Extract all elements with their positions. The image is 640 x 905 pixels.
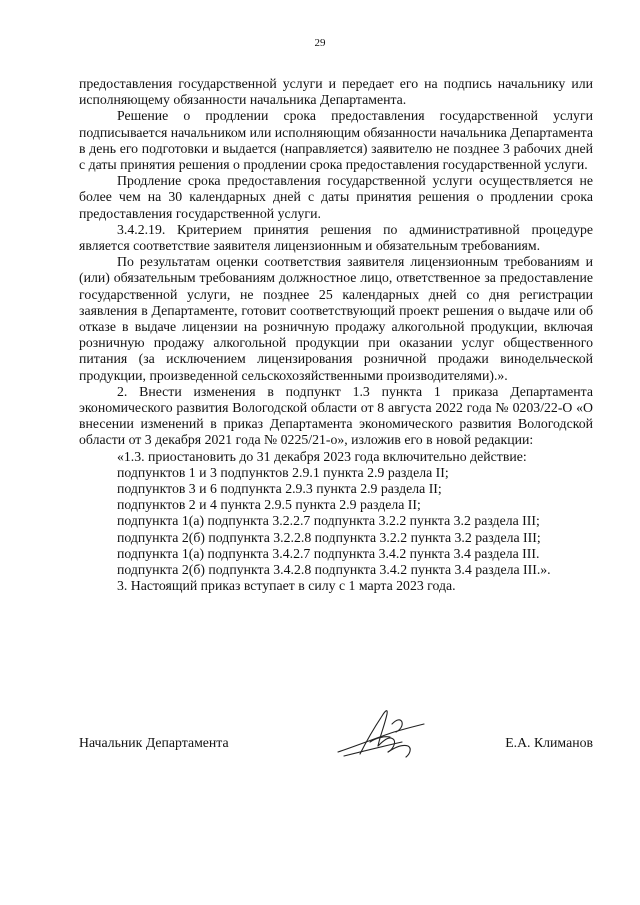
signatory-name: Е.А. Климанов xyxy=(505,735,593,750)
list-item: 3. Настоящий приказ вступает в силу с 1 марта 2023 года. xyxy=(117,578,456,594)
paragraph: По результатам оценки соответствия заявителя лицензионным требованиям и (или) обязательным требованиям должностное лицо, ответственное за предоставление государственной услуги, не позднее 25 календарных дней со дня регистрации заявления в Департаменте, готовит соответствующий проект решения о выдаче или об отказе в выдаче лицензии на розничную продажу алкогольной продукции, включая розничную продажу алкогольной продукции при оказании услуг общественного питания (за исключением лицензирования розничной продажи винодельческой продукции, произведенной сельскохозяйственными производителями).». xyxy=(79,254,593,383)
list-item: подпункта 1(а) подпункта 3.2.2.7 подпункта 3.2.2 пункта 3.2 раздела III; xyxy=(117,513,540,529)
list-item: подпункта 1(а) подпункта 3.4.2.7 подпункта 3.4.2 пункта 3.4 раздела III. xyxy=(117,545,540,561)
list-item: подпунктов 1 и 3 подпунктов 2.9.1 пункта 2.9 раздела II; xyxy=(117,464,449,480)
signatory-position: Начальник Департамента xyxy=(79,735,229,750)
paragraph: Решение о продлении срока предоставления государственной услуги подписывается начальником или исполняющим обязанности начальника Департамента в день его подготовки и выдается (направляется) заявителю не позднее 3 рабочих дней с даты принятия решения о продлении срока предоставления государственной услуги. xyxy=(79,108,593,173)
list-item: подпункта 2(б) подпункта 3.2.2.8 подпункта 3.2.2 пункта 3.2 раздела III; xyxy=(117,529,541,545)
paragraph: 2. Внести изменения в подпункт 1.3 пункта 1 приказа Департамента экономического развития Вологодской области от 8 августа 2022 года № 0203/22-О «О внесении изменений в приказ Департамента экономического развития Вологодской области от 3 декабря 2021 года № 0225/21-о», изложив его в новой редакции: xyxy=(79,383,593,448)
document-body xyxy=(79,76,593,595)
page-number: 29 xyxy=(314,37,326,49)
list-item: подпунктов 3 и 6 подпункта 2.9.3 пункта 2.9 раздела II; xyxy=(117,481,442,497)
list-item: «1.3. приостановить до 31 декабря 2023 года включительно действие: xyxy=(117,448,527,464)
handwritten-signature xyxy=(330,702,430,764)
paragraph: Продление срока предоставления государственной услуги осуществляется не более чем на 30 календарных дней с даты принятия решения о продлении срока предоставления государственной услуги. xyxy=(79,173,593,221)
paragraph: предоставления государственной услуги и передает его на подпись начальнику или исполняющему обязанности начальника Департамента. xyxy=(79,76,593,108)
list-item: подпункта 2(б) подпункта 3.4.2.8 подпункта 3.4.2 пункта 3.4 раздела III.». xyxy=(117,562,551,578)
list-item: подпунктов 2 и 4 пункта 2.9.5 пункта 2.9 раздела II; xyxy=(117,497,421,513)
paragraph: 3.4.2.19. Критерием принятия решения по административной процедуре является соответствие заявителя лицензионным и обязательным требованиям. xyxy=(79,221,593,254)
